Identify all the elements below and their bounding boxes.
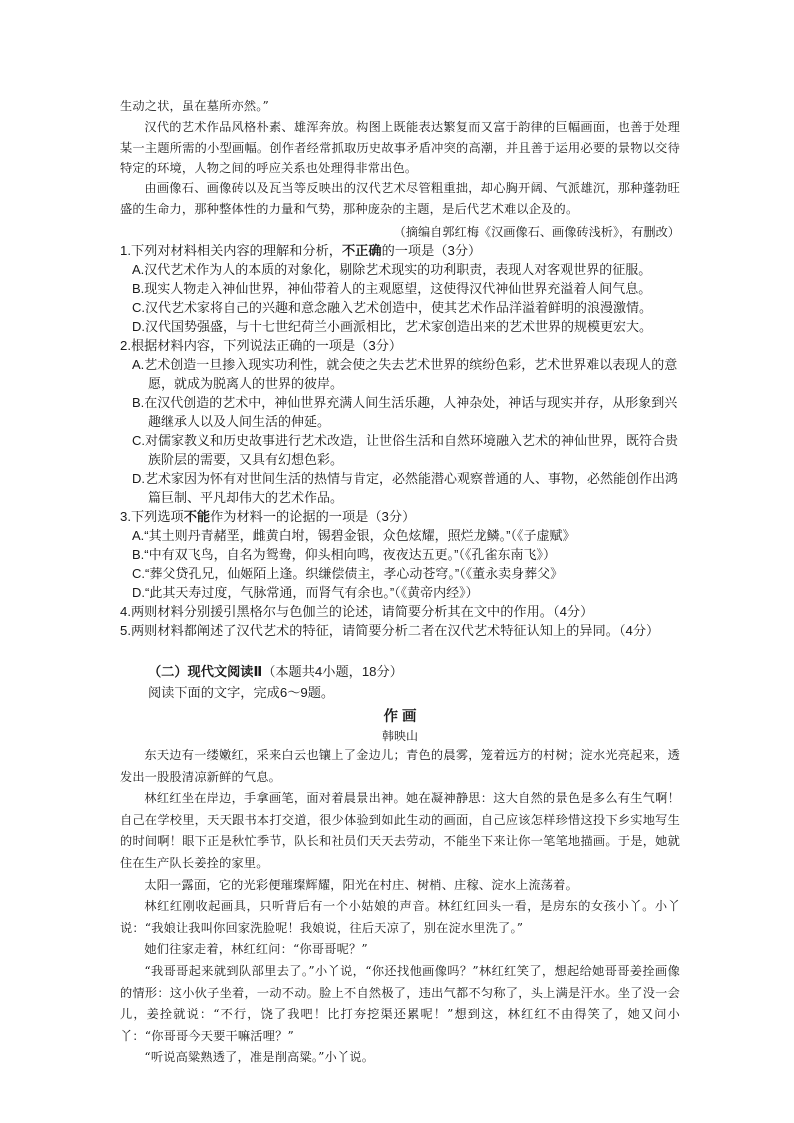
- option-3b: B.“中有双飞鸟，自名为鸳鸯，仰头相向鸣，夜夜达五更。”（《孔雀东南飞》）: [132, 547, 556, 562]
- option-1c: C.汉代艺术家将自己的兴趣和意念融入艺术创造中，使其艺术作品洋溢着鲜明的浪漫激情。: [132, 300, 653, 315]
- story-paragraph: 林红红刚收起画具，只听背后有一个小姑娘的声音。林红红回头一看，是房东的女孩小丫。小丫说：“我娘让我叫你回家洗脸呢！我娘说，往后天凉了，别在淀水里洗了。”: [120, 899, 680, 935]
- story-body: [120, 745, 680, 1069]
- story-paragraph: “我哥哥起来就到队部里去了。”小丫说，“你还找他画像吗？”林红红笑了，想起给她哥哥姜拴画像的情形：这小伙子坐着，一动不动。脸上不自然极了，违出气都不匀称了，头上满是汗水。坐了没一会儿，姜拴就说：“不行，饶了我吧！比打夯挖渠还累呢！”想到这，林红红不由得笑了，她又问小丫：“你哥哥今天要干嘛活哩？”: [120, 963, 680, 1043]
- material-paragraph: 由画像石、画像砖以及瓦当等反映出的汉代艺术尽管粗重拙，却心胸开阔、气派雄沉，那种蓬勃旺盛的生命力，那种整体性的力量和气势，那种庞杂的主题，是后代艺术难以企及的。: [120, 181, 680, 216]
- question-2: 2.根据材料内容，下列说法正确的一项是（3分）: [120, 338, 403, 353]
- question-4: 4.两则材料分别援引黑格尔与色伽兰的论述，请简要分析其在文中的作用。（4分）: [120, 604, 594, 619]
- question-1: 1.下列对材料相关内容的理解和分析，不正确的一项是（3分）: [120, 243, 482, 258]
- option-2a: A.艺术创造一旦掺入现实功利性，就会使之失去艺术世界的缤纷色彩，艺术世界难以表现人的意愿，就成为脱离人的世界的彼岸。: [132, 357, 678, 391]
- story-paragraph: “听说高粱熟透了，准是削高粱。”小丫说。: [144, 1050, 375, 1065]
- story-title: 作 画: [383, 709, 417, 725]
- option-2d: D.艺术家因为怀有对世间生活的热情与肯定，必然能潜心观察普通的人、事物，必然能创作出鸿篇巨制、平凡却伟大的艺术作品。: [132, 471, 679, 505]
- question-5: 5.两则材料都阐述了汉代艺术的特征，请简要分析二者在汉代艺术特征认知上的异同。（4分）: [120, 623, 660, 638]
- material-paragraph: 汉代的艺术作品风格朴素、雄浑奔放。构图上既能表达繁复而又富于韵律的巨幅画面，也善于处理某一主题所需的小型画幅。创作者经常抓取历史故事矛盾冲突的高潮，并且善于运用必要的景物以交待特定的环境，人物之间的呼应关系也处理得非常出色。: [120, 120, 680, 175]
- section-title: （二）现代文阅读Ⅱ: [148, 664, 263, 679]
- option-1a: A.汉代艺术作为人的本质的对象化，剔除艺术现实的功利职责，表现人对客观世界的征服。: [132, 262, 652, 277]
- material-line: 生动之状，虽在墓所亦然。”: [120, 99, 269, 113]
- story-paragraph: 她们往家走着，林红红问：“你哥哥呢？”: [144, 942, 368, 957]
- option-2b: B.在汉代创造的艺术中，神仙世界充满人间生活乐趣，人神杂处，神话与现实并存，从形象到兴趣继承人以及人间生活的伸延。: [132, 395, 678, 429]
- option-3a: A.“其土则丹青赭垩，雌黄白坿，锡碧金银，众色炫耀，照烂龙鳞。”（《子虚赋》: [132, 528, 576, 543]
- section-instruction: 阅读下面的文字，完成6～9题。: [148, 685, 335, 700]
- option-3d: D.“此其天寿过度，气脉常通，而肾气有余也。”（《黄帝内经》）: [132, 585, 479, 600]
- material-source: （摘编自郭红梅《汉画像石、画像砖浅析》，有删改）: [393, 225, 680, 239]
- question-3: 3.下列选项不能作为材料一的论据的一项是（3分）: [120, 509, 416, 524]
- story-author: 韩映山: [381, 729, 418, 743]
- section-score: （本题共4小题，18分）: [262, 664, 403, 679]
- story-paragraph: 太阳一露面，它的光彩便璀璨辉耀，阳光在村庄、树梢、庄稼、淀水上流荡着。: [144, 877, 578, 892]
- section-heading: [120, 662, 680, 702]
- option-1b: B.现实人物走入神仙世界，神仙带着人的主观愿望，这使得汉代神仙世界充溢着人间气息。: [132, 281, 652, 296]
- story-paragraph: 东天边有一缕嫩红，采来白云也镶上了金边儿；青色的晨雾，笼着远方的村树；淀水光亮起来，透发出一股股清凉新鲜的气息。: [120, 748, 680, 784]
- option-1d: D.汉代国势强盛，与十七世纪荷兰小画派相比，艺术家创造出来的艺术世界的规模更宏大。: [132, 319, 653, 334]
- option-2c: C.对儒家教义和历史故事进行艺术改造，让世俗生活和自然环境融入艺术的神仙世界，既符合贵族阶层的需要，又具有幻想色彩。: [132, 433, 679, 467]
- option-3c: C.“葬父贷孔兄，仙姬陌上逢。织缣偿债主，孝心动苍穹。”（《董永卖身葬父》: [132, 566, 564, 581]
- story-paragraph: 林红红坐在岸边，手拿画笔，面对着晨景出神。她在凝神静思：这大自然的景色是多么有生气啊！自己在学校里，天天跟书本打交道，很少体验到如此生动的画面，自己应该怎样珍惜这投下乡实地写生的时间啊！眼下正是秋忙季节，队长和社员们天天去劳动，不能坐下来让你一笔笔地描画。于是，她就住在生产队长姜拴的家里。: [120, 791, 680, 870]
- question-list: [120, 241, 680, 640]
